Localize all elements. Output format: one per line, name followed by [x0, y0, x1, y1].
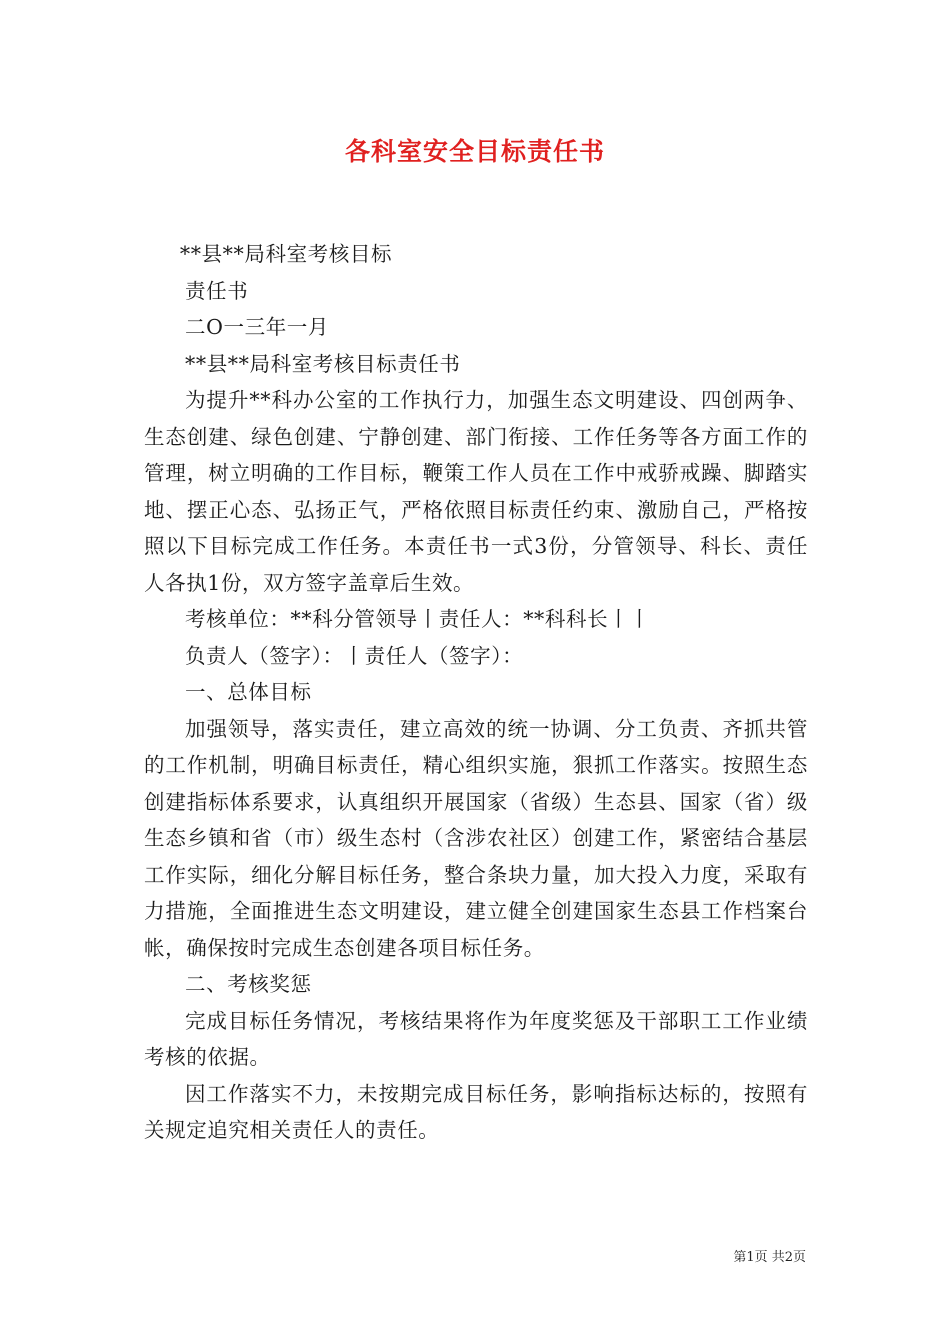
paragraph-signatures: 负责人（签字）：丨责任人（签字）： — [185, 643, 524, 668]
paragraph-penalties: 因工作落实不力，未按期完成目标任务，影响指标达标的，按照有关规定追究相关责任人的责任。 — [144, 1081, 808, 1142]
paragraph-intro: 为提升**科办公室的工作执行力，加强生态文明建设、四创两争、生态创建、绿色创建、宁静创建、部门衔接、工作任务等各方面工作的管理，树立明确的工作目标，鞭策工作人员在工作中戒骄戒躁、脚踏实地、摆正心态、弘扬正气，严格依照目标责任约束、激励自己，严格按照以下目标完成工作任务。本责任书一式3份，分管领导、科长、责任人各执1份，双方签字盖章后生效。 — [144, 388, 808, 595]
paragraph-overall-goal: 加强领导，落实责任，建立高效的统一协调、分工负责、齐抓共管的工作机制，明确目标责任，精心组织实施，狠抓工作落实。按照生态创建指标体系要求，认真组织开展国家（省级）生态县、国家（省）级生态乡镇和省（市）级生态村（含涉农社区）创建工作，紧密结合基层工作实际，细化分解目标任务，整合条块力量，加大投入力度，采取有力措施，全面推进生态文明建设，建立健全创建国家生态县工作档案台帐，确保按时完成生态创建各项目标任务。 — [144, 716, 808, 960]
section-heading-rewards-penalties: 二、考核奖惩 — [185, 972, 312, 996]
paragraph-rewards: 完成目标任务情况，考核结果将作为年度奖惩及干部职工工作业绩考核的依据。 — [144, 1008, 808, 1069]
paragraph-subtitle: **县**局科室考核目标责任书 — [185, 351, 461, 376]
paragraph-assessment-unit: 考核单位：**科分管领导丨责任人：**科科长丨丨 — [185, 607, 651, 631]
section-heading-overall-goal: 一、总体目标 — [185, 680, 312, 704]
page-number-footer: 第1页 共2页 — [733, 1250, 806, 1265]
document-body — [144, 236, 808, 1149]
paragraph-date: 二O一三年一月 — [185, 315, 330, 339]
paragraph-heading-line1: **县**局科室考核目标 — [179, 242, 393, 266]
paragraph-heading-line2: 责任书 — [185, 278, 249, 303]
document-title: 各科室安全目标责任书 — [344, 137, 605, 166]
